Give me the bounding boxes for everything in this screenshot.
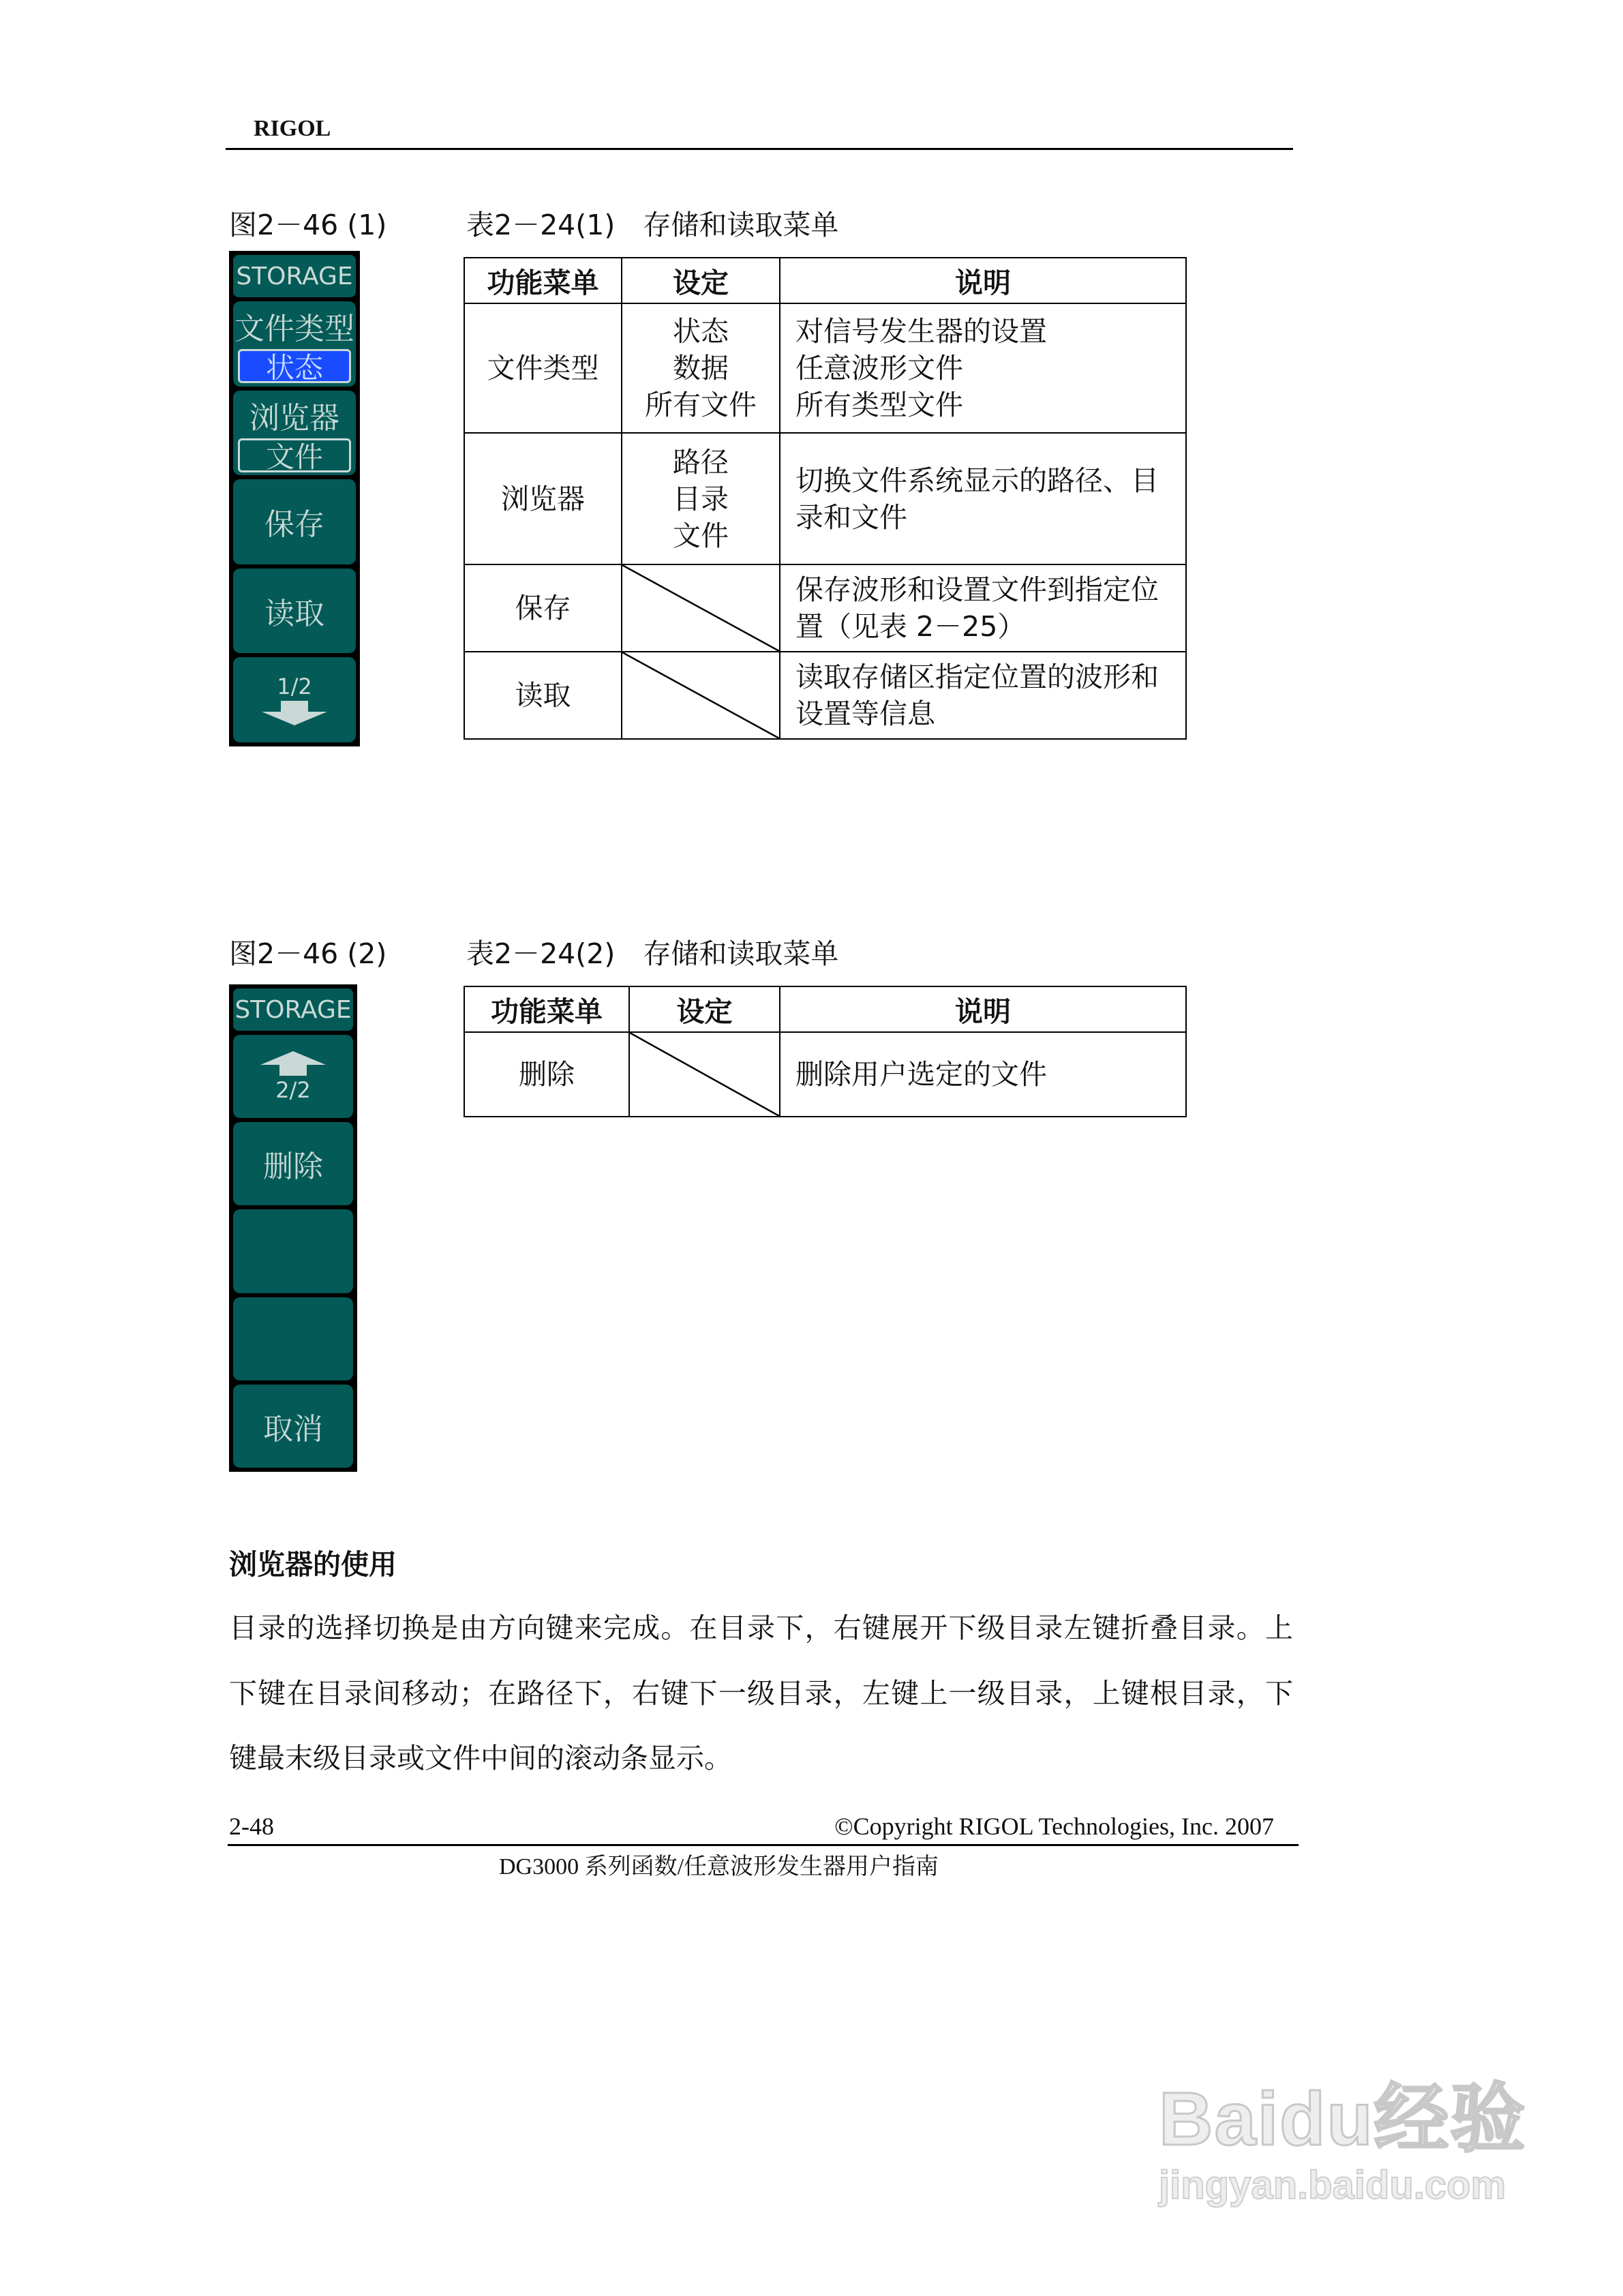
page-indicator: 1/2 xyxy=(277,673,312,699)
button-label: 删除 xyxy=(263,1149,323,1185)
button-label: 读取 xyxy=(264,596,324,632)
desc-line: 所有类型文件 xyxy=(795,389,963,421)
menu-cell: 删除 xyxy=(464,1032,629,1117)
col-header: 功能菜单 xyxy=(464,986,629,1032)
desc-cell: 删除用户选定的文件 xyxy=(780,1032,1186,1117)
desc-line: 切换文件系统显示的路径、目 xyxy=(795,464,1159,497)
header-divider xyxy=(226,148,1293,150)
selected-value: 状态 xyxy=(238,349,351,383)
cancel-button[interactable] xyxy=(233,1385,353,1468)
col-header: 设定 xyxy=(622,258,780,303)
panel-title-text: STORAGE xyxy=(236,262,353,290)
setting: 文件 xyxy=(673,519,729,552)
col-header: 设定 xyxy=(629,986,780,1032)
figure-caption: 图2－46 (2) xyxy=(229,937,387,970)
desc-cell xyxy=(780,433,1186,564)
desc-line: 保存波形和设置文件到指定位 xyxy=(795,573,1159,606)
save-button[interactable] xyxy=(233,479,356,564)
copyright: ©Copyright RIGOL Technologies, Inc. 2007 xyxy=(834,1813,1274,1840)
empty-setting-cell xyxy=(629,1032,780,1117)
desc-line: 置（见表 2－25） xyxy=(795,610,1026,643)
desc-cell xyxy=(780,652,1186,739)
button-label: 保存 xyxy=(264,507,324,543)
setting: 所有文件 xyxy=(645,389,757,421)
file-type-button[interactable] xyxy=(233,301,356,387)
col-header: 功能菜单 xyxy=(464,258,622,303)
paragraph-line: 下键在目录间移动；在路径下，右键下一级目录，左键上一级目录，上键根目录，下 xyxy=(229,1677,1293,1710)
page-number: 2-48 xyxy=(229,1813,274,1840)
figure-caption: 图2－46 (1) xyxy=(229,209,387,241)
footer-divider xyxy=(228,1844,1299,1846)
menu-cell: 读取 xyxy=(464,652,622,739)
setting: 数据 xyxy=(673,352,729,384)
browser-button[interactable] xyxy=(233,391,356,476)
manual-title: DG3000 系列函数/任意波形发生器用户指南 xyxy=(499,1854,939,1879)
col-header: 说明 xyxy=(780,986,1186,1032)
desc-line: 设置等信息 xyxy=(795,697,935,730)
prev-page-button[interactable] xyxy=(233,1035,353,1118)
selected-value: 文件 xyxy=(238,438,351,472)
table-row xyxy=(464,433,1186,564)
setting: 目录 xyxy=(673,482,729,515)
storage-menu-table-2 xyxy=(464,986,1187,1117)
empty-button[interactable] xyxy=(233,1209,353,1293)
storage-menu-table-1 xyxy=(464,257,1187,740)
desc-cell xyxy=(780,303,1186,433)
recall-button[interactable] xyxy=(233,569,356,654)
brand-header: RIGOL xyxy=(254,116,331,141)
page-indicator: 2/2 xyxy=(275,1077,311,1104)
desc-line: 读取存储区指定位置的波形和 xyxy=(795,661,1159,693)
empty-setting-cell xyxy=(622,564,780,652)
arrow-up-icon xyxy=(259,1050,327,1077)
menu-cell: 浏览器 xyxy=(464,433,622,564)
panel-title xyxy=(233,255,356,297)
panel-title xyxy=(233,988,353,1031)
desc-line: 对信号发生器的设置 xyxy=(795,315,1047,348)
paragraph-line: 键最末级目录或文件中间的滚动条显示。 xyxy=(229,1742,732,1774)
watermark-url: jingyan.baidu.com xyxy=(1159,2163,1506,2207)
empty-setting-cell xyxy=(622,652,780,739)
empty-button[interactable] xyxy=(233,1297,353,1380)
settings-cell xyxy=(622,433,780,564)
storage-menu-panel-1 xyxy=(229,251,360,746)
section-heading: 浏览器的使用 xyxy=(229,1548,397,1581)
settings-cell xyxy=(622,303,780,433)
col-header: 说明 xyxy=(780,258,1186,303)
watermark-logo: Baidu经验 xyxy=(1159,2077,1527,2161)
desc-line: 录和文件 xyxy=(795,500,907,534)
panel-title-text: STORAGE xyxy=(234,995,352,1024)
desc-cell xyxy=(780,564,1186,652)
button-label: 文件类型 xyxy=(234,312,354,347)
delete-button[interactable] xyxy=(233,1122,353,1205)
table-caption: 表2－24(1) 存储和读取菜单 xyxy=(466,209,839,241)
desc-line: 任意波形文件 xyxy=(795,352,963,384)
setting: 状态 xyxy=(673,315,729,348)
table-caption: 表2－24(2) 存储和读取菜单 xyxy=(466,937,839,970)
table-row xyxy=(464,652,1186,739)
setting: 路径 xyxy=(673,445,729,479)
button-label: 取消 xyxy=(263,1411,323,1447)
arrow-down-icon xyxy=(260,699,329,727)
table-row xyxy=(464,564,1186,652)
baidu-watermark xyxy=(1159,2059,1527,2208)
button-label: 浏览器 xyxy=(249,400,339,436)
menu-cell: 文件类型 xyxy=(464,303,622,433)
next-page-button[interactable] xyxy=(233,657,356,742)
menu-cell: 保存 xyxy=(464,564,622,652)
table-row xyxy=(464,1032,1186,1117)
table-row xyxy=(464,303,1186,433)
paragraph-line: 目录的选择切换是由方向键来完成。在目录下，右键展开下级目录左键折叠目录。上 xyxy=(229,1612,1293,1644)
storage-menu-panel-2 xyxy=(229,984,357,1472)
